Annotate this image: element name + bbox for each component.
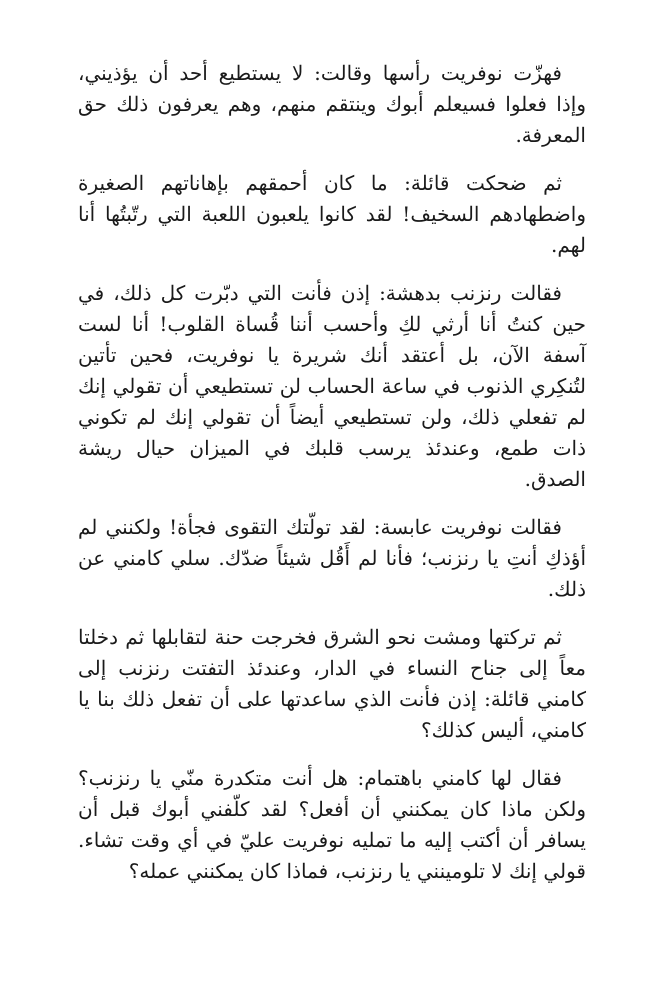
- paragraph: فهزّت نوفريت رأسها وقالت: لا يستطيع أحد أن يؤذيني، وإذا فعلوا فسيعلم أبوك وينتقم منهم، وهم يعرفون ذلك حق المعرفة.: [78, 61, 586, 147]
- paragraph: ثم ضحكت قائلة: ما كان أحمقهم بإهاناتهم الصغيرة واضطهادهم السخيف! لقد كانوا يلعبون اللعبة التي رتّبتُها أنا لهم.: [78, 171, 586, 257]
- paragraph: ثم تركتها ومشت نحو الشرق فخرجت حنة لتقابلها ثم دخلتا معاً إلى جناح النساء في الدار، وعندئذ التفتت رنزنب إلى كامني قائلة: إذن فأنت الذي ساعدتها على أن تفعل ذلك بنا يا كامني، أليس كذلك؟: [78, 625, 586, 742]
- paragraph: فقالت نوفريت عابسة: لقد تولّتك التقوى فجأة! ولكنني لم أؤذكِ أنتِ يا رنزنب؛ فأنا لم أَقُل شيئاً ضدّك. سلي كامني عن ذلك.: [78, 515, 586, 601]
- paragraph: فقال لها كامني باهتمام: هل أنت متكدرة منّي يا رنزنب؟ ولكن ماذا كان يمكنني أن أفعل؟ لقد كلّفني أبوك قبل أن يسافر أن أكتب إليه ما تمليه نوفريت عليّ في أي وقت تشاء. قولي إنك لا تلومينني يا رنزنب، فماذا كان يمكنني عمله؟: [78, 766, 587, 883]
- book-page: [78, 58, 586, 887]
- paragraph: فقالت رنزنب بدهشة: إذن فأنت التي دبّرت كل ذلك، في حين كنتُ أنا أرثي لكِ وأحسب أننا قُساة القلوب! أنا لست آسفة الآن، بل أعتقد أنك شريرة يا نوفريت، فحين تأتين لتُنكِري الذنوب في ساعة الحساب لن تستطيعي أن تقولي إنك لم تفعلي ذلك، ولن تستطيعي أيضاً أن تقولي إنك لم تكوني ذات طمع، وعندئذ يرسب قلبك في الميزان حيال ريشة الصدق.: [78, 281, 586, 491]
